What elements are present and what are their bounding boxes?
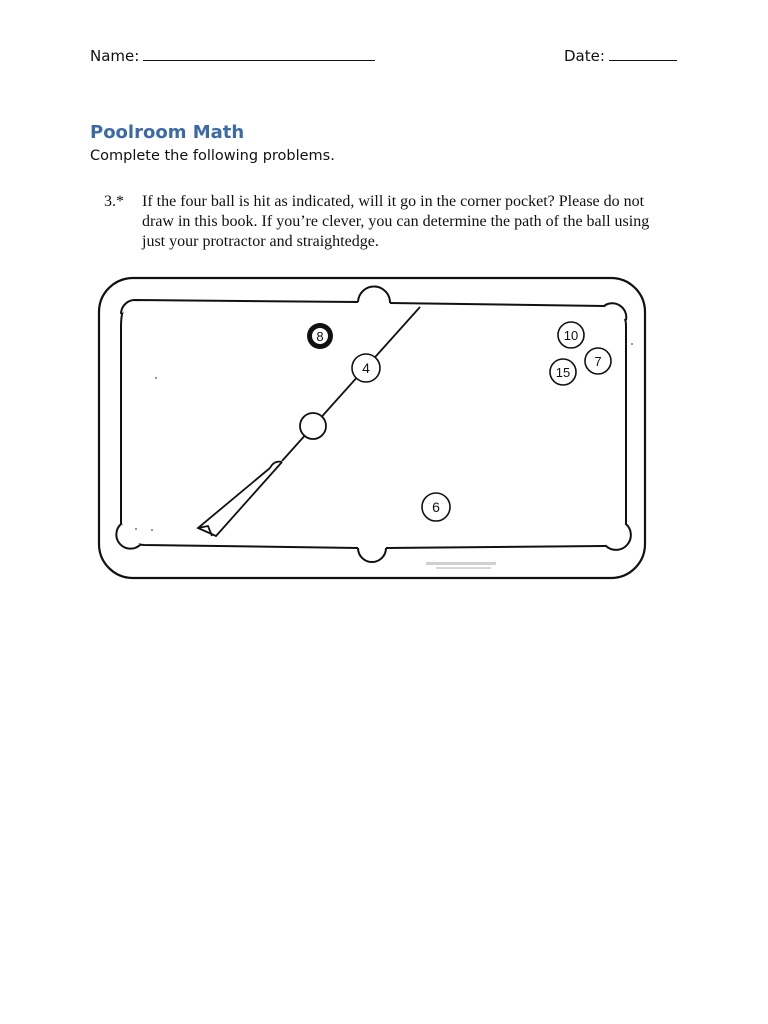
- problem-text-line: If the four ball is hit as indicated, will it go in the corner pocket? Please do not: [142, 193, 645, 210]
- ball-7-label: 7: [594, 354, 602, 369]
- pocket-bottom-right: [606, 524, 631, 550]
- name-field[interactable]: [90, 46, 375, 65]
- pocket-bottom-left: [116, 524, 140, 549]
- problem-text-line: just your protractor and straightedge.: [142, 233, 379, 250]
- date-label: Date:: [564, 47, 605, 65]
- date-field[interactable]: [564, 46, 677, 65]
- name-blank-line[interactable]: [143, 46, 375, 61]
- table-inner-cushion: [121, 300, 626, 548]
- pocket-bottom-middle: [358, 548, 386, 562]
- ball-15-label: 15: [555, 365, 571, 380]
- cue-ball: [300, 413, 326, 439]
- ball-4-label: 4: [362, 360, 370, 376]
- ball-6-label: 6: [432, 499, 440, 515]
- pocket-top-right: [604, 303, 626, 320]
- cue-stick: [198, 462, 282, 536]
- ball-10-label: 10: [563, 328, 579, 343]
- problem-text-line: draw in this book. If you’re clever, you can determine the path of the ball using: [142, 213, 650, 230]
- problem-text: [142, 192, 682, 252]
- problem-number: 3.*: [104, 193, 124, 210]
- shot-path-line: [282, 307, 420, 461]
- pockets: [116, 287, 631, 562]
- date-blank-line[interactable]: [609, 46, 677, 61]
- table-outer-rail: [99, 278, 645, 578]
- ball-8: [307, 323, 333, 349]
- pocket-top-middle: [358, 287, 390, 303]
- page-title: Poolroom Math: [90, 122, 245, 143]
- pool-table-diagram: [96, 274, 652, 586]
- name-label: Name:: [90, 47, 140, 65]
- page-subtitle: Complete the following problems.: [90, 148, 335, 164]
- ball-8-label: 8: [316, 329, 324, 344]
- pocket-top-left: [121, 300, 136, 314]
